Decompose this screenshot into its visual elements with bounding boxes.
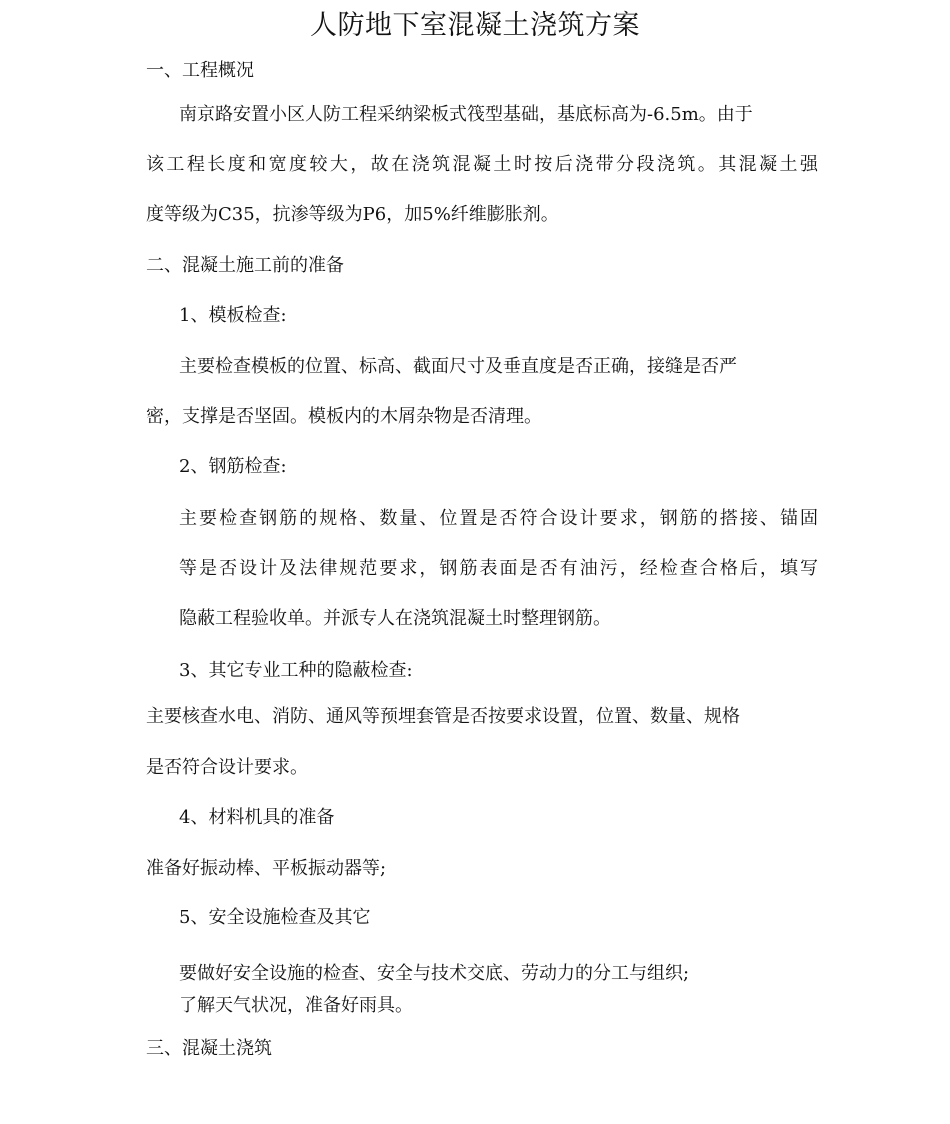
paragraph-line: 该工程长度和宽度较大，故在浇筑混凝土时按后浇带分段浇筑。其混凝土强 bbox=[146, 154, 818, 175]
paragraph-line: 隐蔽工程验收单。并派专人在浇筑混凝土时整理钢筋。 bbox=[179, 608, 611, 629]
section-heading-pouring: 三、混凝土浇筑 bbox=[146, 1038, 272, 1059]
subsection-heading-safety: 5、安全设施检查及其它 bbox=[179, 907, 371, 928]
paragraph-line: 度等级为C35，抗渗等级为P6，加5%纤维膨胀剂。 bbox=[146, 204, 559, 225]
paragraph-line: 密，支撑是否坚固。模板内的木屑杂物是否清理。 bbox=[146, 406, 542, 427]
paragraph-line: 准备好振动棒、平板振动器等; bbox=[146, 858, 387, 879]
paragraph-line: 主要检查钢筋的规格、数量、位置是否符合设计要求，钢筋的搭接、锚固 bbox=[179, 508, 818, 529]
paragraph-line: 等是否设计及法律规范要求，钢筋表面是否有油污，经检查合格后，填写 bbox=[179, 558, 818, 579]
subsection-heading-rebar: 2、钢筋检查: bbox=[179, 456, 287, 477]
paragraph-line: 要做好安全设施的检查、安全与技术交底、劳动力的分工与组织; bbox=[179, 963, 690, 984]
paragraph-line: 主要检查模板的位置、标高、截面尺寸及垂直度是否正确，接缝是否严 bbox=[179, 356, 737, 377]
subsection-heading-formwork: 1、模板检查: bbox=[179, 305, 287, 326]
paragraph-line: 了解天气状况，准备好雨具。 bbox=[179, 995, 413, 1016]
paragraph-line: 是否符合设计要求。 bbox=[146, 757, 308, 778]
document-title: 人防地下室混凝土浇筑方案 bbox=[310, 10, 640, 41]
section-heading-preparation: 二、混凝土施工前的准备 bbox=[146, 255, 344, 276]
paragraph-line: 南京路安置小区人防工程采纳梁板式筏型基础，基底标高为-6.5m。由于 bbox=[179, 104, 753, 125]
paragraph-line: 主要核查水电、消防、通风等预埋套管是否按要求设置，位置、数量、规格 bbox=[146, 706, 740, 727]
subsection-heading-concealed-inspection: 3、其它专业工种的隐蔽检查: bbox=[179, 660, 413, 681]
subsection-heading-materials: 4、材料机具的准备 bbox=[179, 807, 335, 828]
section-heading-project-overview: 一、工程概况 bbox=[146, 60, 254, 81]
